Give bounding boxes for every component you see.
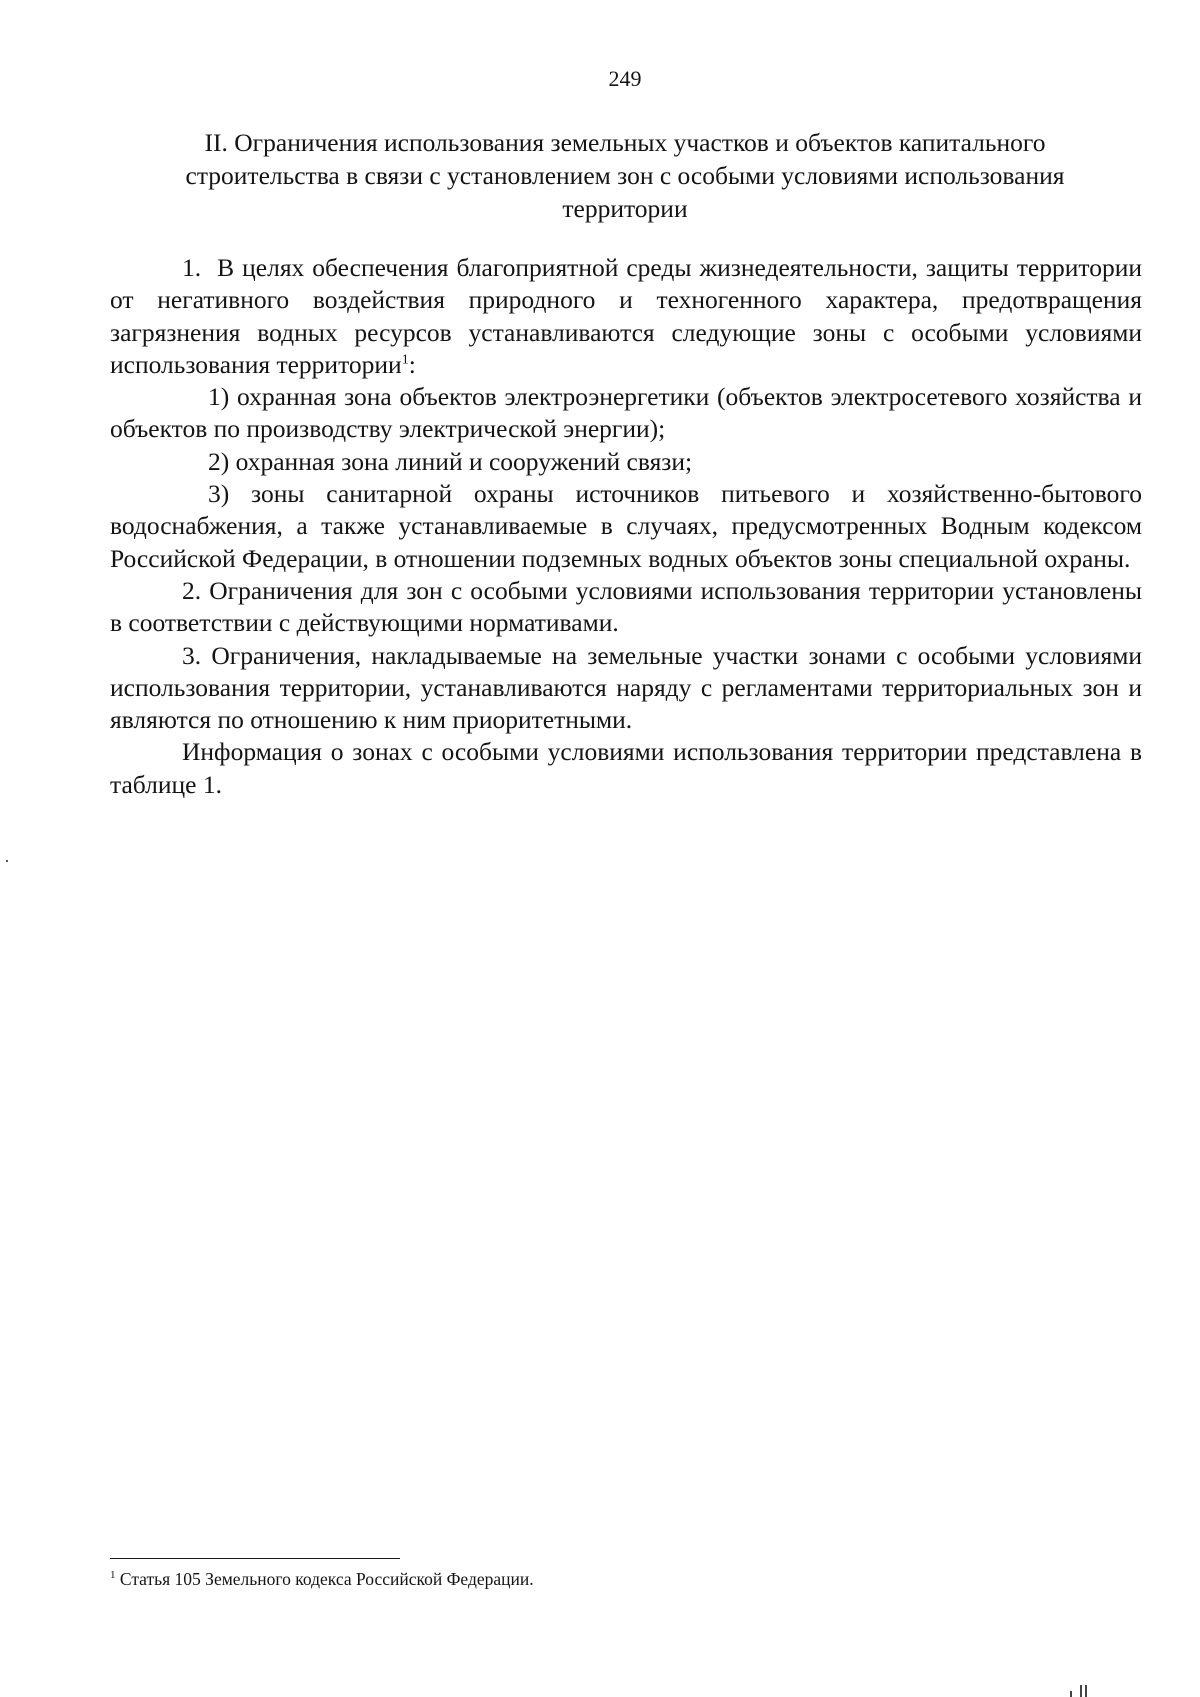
- footnote-text: Статья 105 Земельного кодекса Российской Федерации.: [115, 1569, 534, 1589]
- paragraph-2: 2. Ограничения для зон с особыми условиями использования территории установлены в соответствии с действующими нормативами.: [110, 575, 1142, 638]
- footnote-reference: 1: [401, 352, 409, 368]
- heading-line-1: II. Ограничения использования земельных участков и объектов капитального: [204, 128, 1046, 157]
- footnote: [110, 1568, 1010, 1590]
- heading-line-2: строительства в связи с установлением зон с особыми условиями использования: [185, 161, 1065, 190]
- list-item-1: 1) охранная зона объектов электроэнергетики (объектов электросетевого хозяйства и объектов по производству электрической энергии);: [110, 382, 1142, 444]
- body-text: [110, 252, 1142, 801]
- paragraph-4: Информация о зонах с особыми условиями использования территории представлена в таблице 1.: [110, 737, 1142, 799]
- section-heading: [100, 126, 1150, 225]
- page-number: 249: [608, 66, 642, 91]
- footnote-divider: [110, 1558, 400, 1559]
- footnote-marker: 1: [110, 1569, 116, 1582]
- paragraph-1: [110, 252, 1142, 381]
- heading-line-3: территории: [562, 194, 688, 223]
- paragraph-3: 3. Ограничения, накладываемые на земельные участки зонами с особыми условиями использования территории, устанавливаются наряду с регламентами территориальных зон и являются по отношению к ним приоритетными.: [110, 640, 1142, 735]
- paragraph-1-tail: :: [408, 349, 416, 379]
- list-item-3: 3) зоны санитарной охраны источников питьевого и хозяйственно-бытового водоснабжения, а также устанавливаемые в случаях, предусмотренных Водным кодексом Российской Федерации, в отношении подземных водных объектов зоны специальной охраны.: [110, 479, 1142, 573]
- scan-speck: [6, 860, 8, 862]
- scan-marks: [1070, 1683, 1092, 1697]
- list-item-2: 2) охранная зона линий и сооружений связи;: [208, 446, 693, 476]
- paragraph-1-text: 1. В целях обеспечения благоприятной среды жизнедеятельности, защиты территории от негативного воздействия природного и техногенного характера, предотвращения загрязнения водных ресурсов устанавливаются следующие зоны с особыми условиями использования территории: [110, 253, 1142, 379]
